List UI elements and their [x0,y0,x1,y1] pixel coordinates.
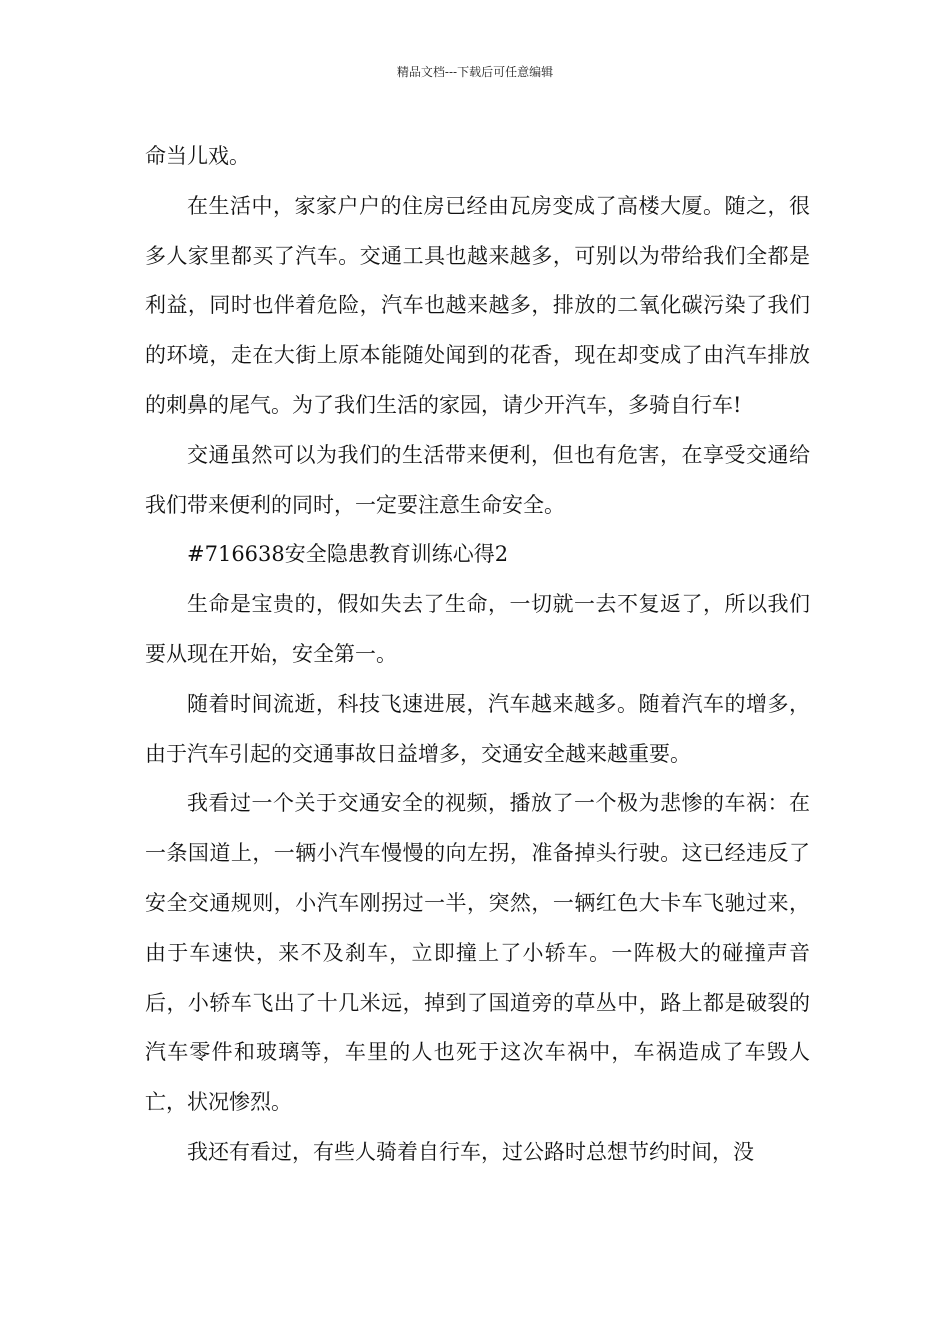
page-header: 精品文档---下载后可任意编辑 [396,65,554,79]
paragraph: 我还有看过，有些人骑着自行车，过公路时总想节约时间，没 [187,1139,754,1164]
paragraph: 命当儿戏。 [145,144,250,168]
paragraph: 交通虽然可以为我们的生活带来便利，但也有危害，在享受交通给我们带来便利的同时，一定要注意生命安全。 [145,442,810,517]
paragraph: 随着时间流逝，科技飞速进展，汽车越来越多。随着汽车的增多，由于汽车引起的交通事故日益增多，交通安全越来越重要。 [145,691,810,766]
document-body [145,132,810,1178]
paragraph: 我看过一个关于交通安全的视频，播放了一个极为悲惨的车祸：在一条国道上，一辆小汽车慢慢的向左拐，准备掉头行驶。这已经违反了安全交通规则，小汽车刚拐过一半，突然，一辆红色大卡车飞驰过来，由于车速快，来不及刹车，立即撞上了小轿车。一阵极大的碰撞声音后，小轿车飞出了十几米远，掉到了国道旁的草丛中，路上都是破裂的汽车零件和玻璃等，车里的人也死于这次车祸中，车祸造成了车毁人亡，状况惨烈。 [145,791,810,1115]
section-heading: #716638安全隐患教育训练心得2 [187,542,509,567]
paragraph: 生命是宝贵的，假如失去了生命，一切就一去不复返了，所以我们要从现在开始，安全第一。 [145,592,810,666]
paragraph: 在生活中，家家户户的住房已经由瓦房变成了高楼大厦。随之，很多人家里都买了汽车。交通工具也越来越多，可别以为带给我们全都是利益，同时也伴着危险，汽车也越来越多，排放的二氧化碳污染了我们的环境，走在大街上原本能随处闻到的花香，现在却变成了由汽车排放的刺鼻的尾气。为了我们生活的家园，请少开汽车，多骑自行车! [145,193,810,417]
